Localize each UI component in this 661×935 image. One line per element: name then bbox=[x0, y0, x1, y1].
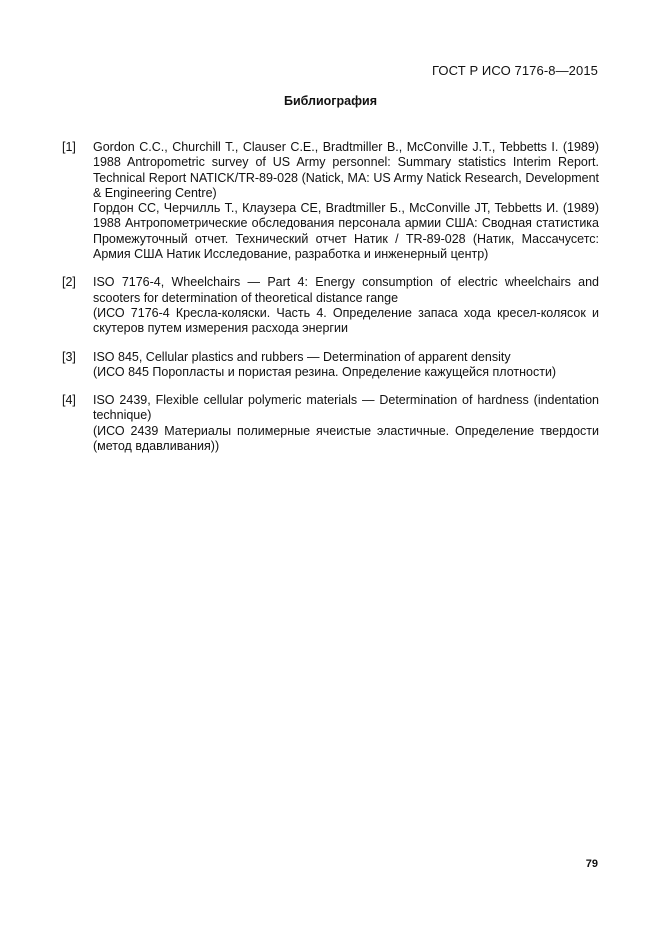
reference-text-en: Gordon C.C., Churchill T., Clauser C.E., Bradtmiller B., McConville J.T., Tebbetts I. (1989) 1988 Antropometric survey of US Army personnel: Summary statistics Interim Report. Technical Report NATICK/TR-89-028 (Natick, MA: US Army Natick Research, Development & Engineering Centre) bbox=[93, 140, 599, 200]
bibliography-title: Библиография bbox=[283, 94, 378, 108]
reference-body bbox=[93, 275, 599, 336]
document-code: ГОСТ Р ИСО 7176-8—2015 bbox=[432, 63, 598, 78]
reference-text-en: ISO 2439, Flexible cellular polymeric materials — Determination of hardness (indentation technique) bbox=[93, 393, 599, 423]
reference-text-ru: (ИСО 845 Поропласты и пористая резина. Определение кажущейся плотности) bbox=[93, 364, 557, 379]
reference-text-ru: Гордон СС, Черчилль Т., Клаузера СЕ, Bradtmiller Б., McConville JT, Tebbetts И. (1989) 1988 Антропометрические обследования персонала армии США: Сводная статистика Промежуточный отчет. Технический отчет Натик / TR-89-028 (Натик, Массачусетс: Армия США Натик Исследование, разработка и инженерный центр) bbox=[93, 201, 599, 262]
reference-text-ru: (ИСО 7176-4 Кресла-коляски. Часть 4. Определение запаса хода кресел-колясок и скутеров путем измерения расхода энергии bbox=[93, 305, 599, 336]
reference-body bbox=[93, 140, 599, 262]
reference-item bbox=[62, 275, 599, 336]
reference-text-ru: (ИСО 2439 Материалы полимерные ячеистые эластичные. Определение твердости (метод вдавливания)) bbox=[93, 423, 599, 454]
page-number: 79 bbox=[585, 858, 598, 870]
reference-item bbox=[62, 393, 599, 454]
reference-item bbox=[62, 350, 599, 381]
reference-number: [2] bbox=[62, 275, 76, 290]
reference-number: [1] bbox=[62, 140, 76, 154]
reference-body bbox=[93, 393, 599, 454]
reference-list bbox=[62, 140, 599, 467]
reference-number: [3] bbox=[62, 349, 76, 364]
reference-number: [4] bbox=[62, 393, 76, 408]
reference-item bbox=[62, 140, 599, 262]
reference-body bbox=[93, 350, 599, 381]
reference-text-en: ISO 7176-4, Wheelchairs — Part 4: Energy consumption of electric wheelchairs and scooters for determination of theoretical distance range bbox=[93, 275, 599, 305]
reference-text-en: ISO 845, Cellular plastics and rubbers — Determination of apparent density bbox=[93, 349, 511, 364]
